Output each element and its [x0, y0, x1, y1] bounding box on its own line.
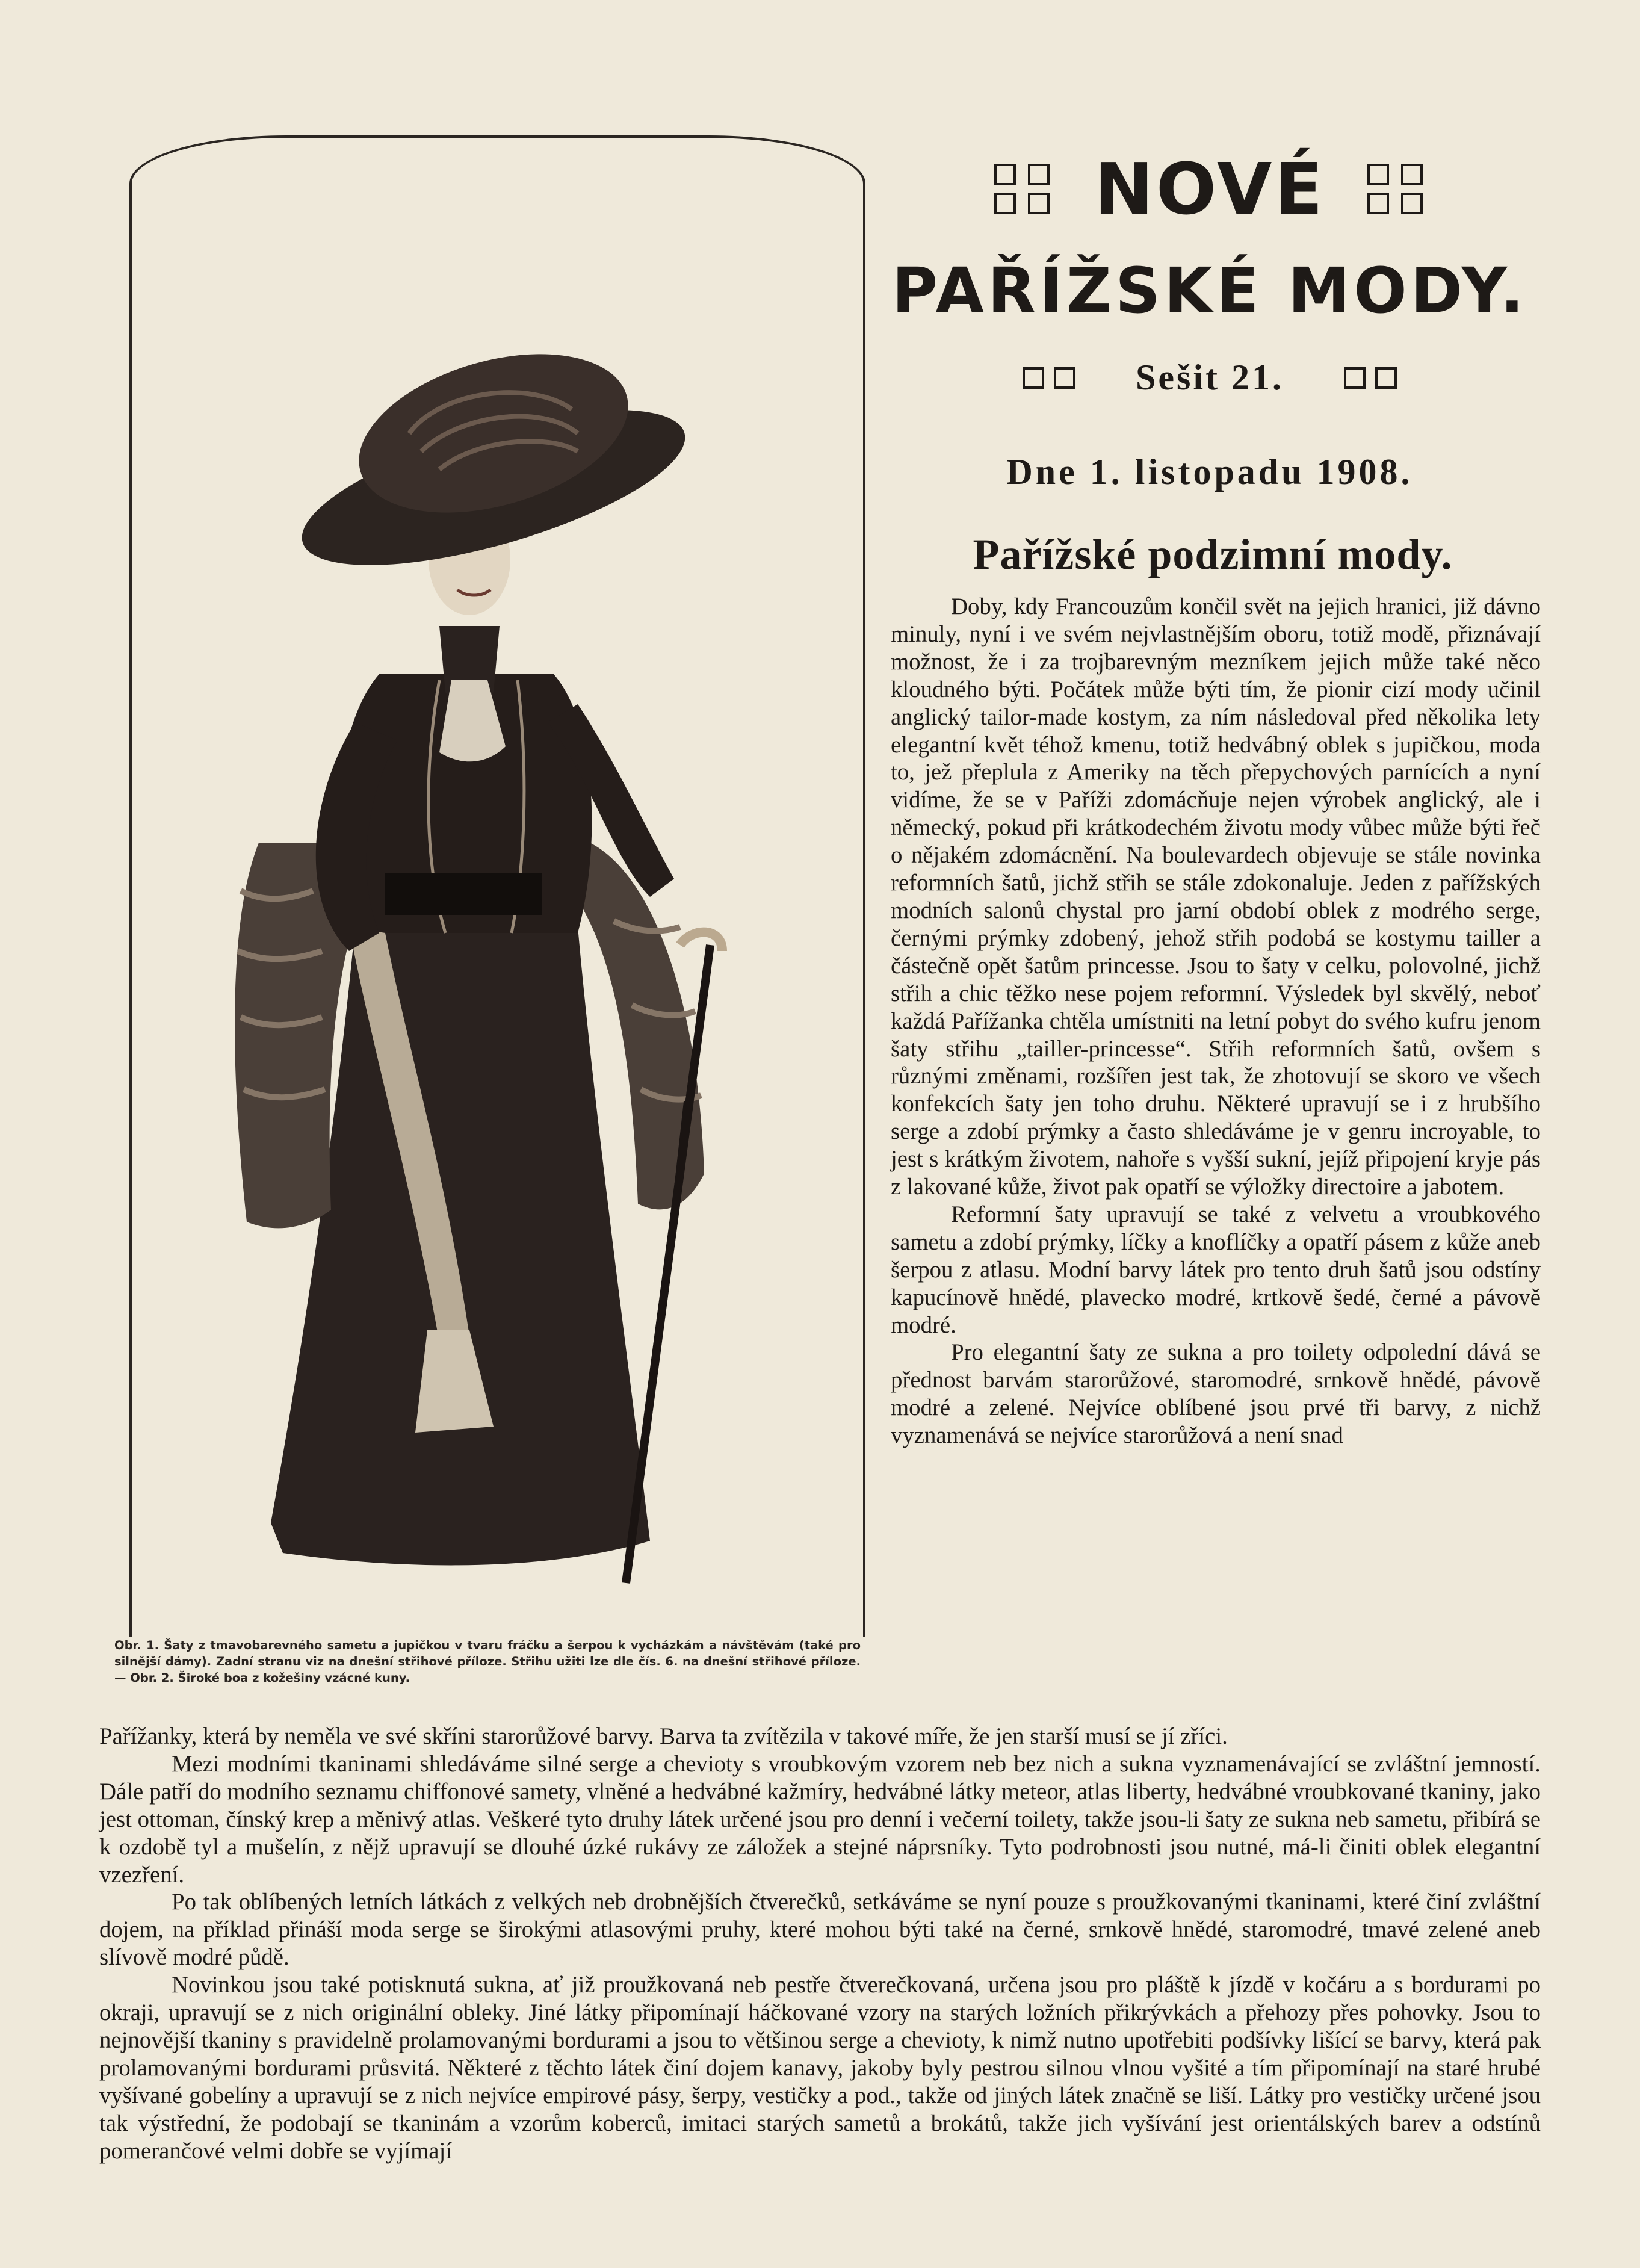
- ornament-squares-right: [1367, 164, 1425, 214]
- column-paragraph: Reformní šaty upravují se také z velvetu a vroubkového sametu a zdobí prýmky, líčky a knoflíčky a opatří pásem z kůže aneb šerpou z atlasu. Modní barvy látek pro tento druh šatů jsou odstíny kapucínově hnědé, plavecko modré, krtkově šedé, černé a pávově modré.: [891, 1201, 1541, 1338]
- issue-number: Sešit 21.: [1136, 358, 1284, 397]
- body-paragraph: Pařížanky, která by neměla ve své skříni starorůžové barvy. Barva ta zvítězila v takové míře, že jen starší musí se jí zříci.: [99, 1723, 1228, 1749]
- masthead-title-line2: PAŘÍŽSKÉ MODY.: [891, 254, 1528, 327]
- body-paragraph: Mezi modními tkaninami shledáváme silné serge a cheviоty s vroubkovým vzorem neb bez nich a sukna vyznamenávající se zvláštní jemností. Dále patří do modního seznamu chiffonové samety, vlněné a hedvábné kažmíry, hedvábné látky meteor, atlas liberty, hedvábné vroubkované tkaniny, jako jest ottoman, čínský krep a měnivý atlas. Veškeré tyto druhy látek určené jsou pro denní i večerní toilety, takže jsou-li šaty ze sukna neb sametu, přibírá se k ozdobě tyl a mušelín, z nějž upravují se dlouhé úzké rukávy ze záložek a stejné náprsníky. Tyto podrobnosti jsou nutné, má-li činiti oblek elegantní vzezření.: [99, 1750, 1541, 1888]
- masthead: [885, 147, 1535, 493]
- body-paragraph: Po tak oblíbených letních látkách z velkých neb drobnějších čtverečků, setkáváme se nyní pouze s proužkovanými tkaninami, které činí zvláštní dojem, na příklad přináší moda serge se širokými atlasovými pruhy, které mohou býti také na černé, srnkově hnědé, staromodré, tmavé zelené aneb slívově modré půdě.: [99, 1889, 1541, 1971]
- body-paragraph: Novinkou jsou také potisknutá sukna, ať již proužkovaná neb pestře čtverečkovaná, určena jsou pro pláště k jízdě v kočáru a s bordurami po okraji, upravují se z nich originální obleky. Jiné látky připomínají háčkované vzory na starých ložních přikrývkách a přehozy přes pohovky. Jsou to nejnovější tkaniny s pravidelně prolamovanými bordurami a jsou to většinou serge a cheviоty, k nimž nutno upotřebiti podšívky lišící se barvy, která pak prolamovanými bordurami průsvitá. Některé z těchto látek činí dojem kanavy, jakoby byly pestrou silnou vlnou vyšité a tím připomínají na staré hrubé vyšívané gobelíny a upravují se z nich nejvíce empirové pásy, šerpy, vestičky a pod., takže od jiných látek značně se liší. Látky pro vestičky určené jsou tak výstřední, že podobají se tkaninám a vzorům koberců, imitaci starých sametů a brokátů, takže jich vyšívání jest orientálských barev a odstínů pomerančové velmi dobře se vyjímají: [99, 1972, 1541, 2164]
- article-body: [99, 1723, 1541, 2165]
- column-paragraph: Pro elegantní šaty ze sukna a pro toilety odpolední dává se přednost barvám starorůžové, staromodré, srnkově hnědé, pávově modré a zelené. Nejvíce oblíbené jsou prvé tři barvy, z nichž vyznamenává se nejvíce starorůžová a není snad: [891, 1339, 1541, 1449]
- fashion-illustration: [156, 150, 843, 1619]
- ornament-squares-issue-right: [1344, 367, 1397, 389]
- issue-date: Dne 1. listopadu 1908.: [1006, 452, 1413, 492]
- masthead-title-line1: NOVÉ: [1094, 147, 1325, 231]
- figure-caption: Obr. 1. Šaty z tmavobarevného sametu a jupičkou v tvaru fráčku a šerpou k vycházkám a návštěvám (také pro silnější dámy). Zadní stranu viz na dnešní střihové příloze. Střihu užiti lze dle čís. 6. na dnešní střihové příloze. — Obr. 2. Široké boa z kožešiny vzácné kuny.: [114, 1638, 861, 1685]
- article-headline: Pařížské podzimní mody.: [973, 530, 1453, 578]
- belt: [385, 873, 542, 915]
- column-paragraph: Doby, kdy Francouzům končil svět na jejich hranici, již dávno minuly, nyní i ve svém nejvlastnějším oboru, totiž modě, přiznávají možnost, že i za trojbarevným mezníkem jejich může také něco kloudného býti. Počátek může býti tím, že pionir cizí mody učinil anglický tailor-made kostym, za ním následoval před několika lety elegantní květ téhož kmenu, totiž hedvábný oblek s jupičkou, moda to, jež přeplula z Ameriky na těch přepychových parnících a nyní vidíme, že se v Paříži zdomácňuje nejen výrobek anglický, ale i německý, pokud při krátkodechém životu mody vůbec může býti řeč o nějakém zdomácnění. Na boulevardech objevuje se stále novinka reformních šatů, jichž střih se stále zdokonaluje. Jeden z pařížských modních salonů chystal pro jarní období oblek z modrého serge, černými prýmky zdobený, jehož střih podobá se kostymu tailler a částečně opět šatům princesse. Jsou to šaty v celku, polovolné, jichž střih a chic těžko nese pojem reformní. Výsledek byl skvělý, neboť každá Pařížanka chtěla umístniti na letní pobyt do svého kufru jenom šaty střihu „tailler-princesse“. Střih reformních šatů, ovšem s různými změnami, rozšířen jest tak, že zhotovují se skoro ve všech konfekcích šaty jen toho druhu. Některé upravují se i z hrubšího serge a zdobí prýmky a často shledáváme je v genru incroyable, to jest s krátkým životem, nahoře s vyšší sukní, jejíž připojení kryje pás z lakované kůže, život pak opatří se výložky directoire a jabotem.: [891, 593, 1541, 1200]
- article-column: [891, 593, 1541, 1449]
- ornament-squares-left: [994, 164, 1052, 214]
- ornament-squares-issue-left: [1023, 367, 1075, 389]
